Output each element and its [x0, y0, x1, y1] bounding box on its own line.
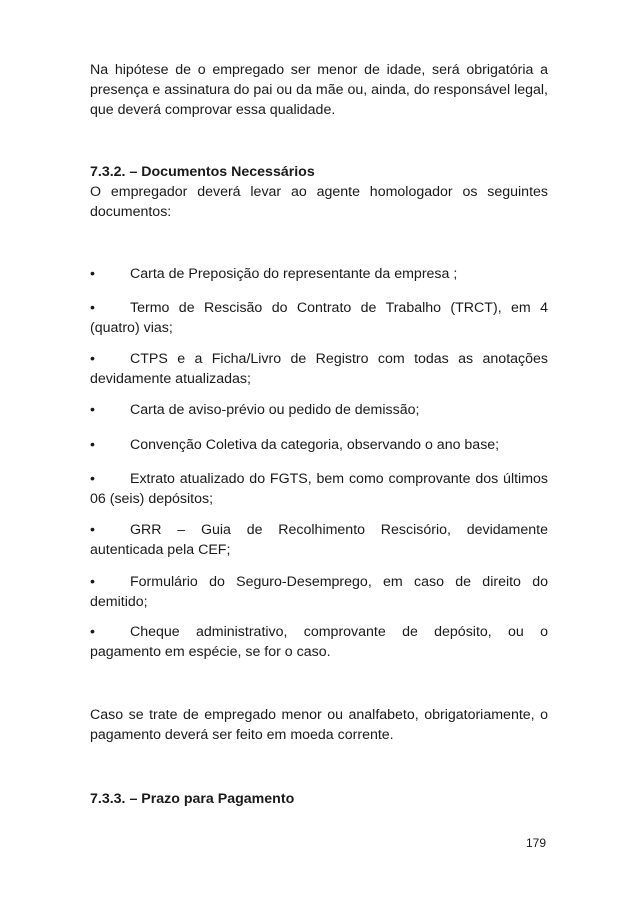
- bullet-icon: •: [90, 624, 95, 640]
- bullet-icon: •: [90, 266, 95, 282]
- section-heading: 7.3.2. – Documentos Necessários: [90, 164, 315, 180]
- bullet-icon: •: [90, 351, 95, 367]
- bullet-icon: •: [90, 471, 95, 487]
- bullet-icon: •: [90, 522, 95, 538]
- list-item: [90, 400, 548, 420]
- list-item-text: Formulário do Seguro-Desemprego, em caso de direito do demitido;: [90, 574, 548, 610]
- bullet-icon: •: [90, 300, 95, 316]
- list-item: [90, 572, 548, 612]
- list-item: [90, 622, 548, 662]
- bullet-icon: •: [90, 574, 95, 590]
- list-item-text: GRR – Guia de Recolhimento Rescisório, devidamente autenticada pela CEF;: [90, 522, 548, 558]
- section-7-3-3-heading: 7.3.3. – Prazo para Pagamento: [90, 791, 295, 807]
- list-item-text: Termo de Rescisão do Contrato de Trabalho (TRCT), em 4 (quatro) vias;: [90, 300, 548, 336]
- section-text: O empregador deverá levar ao agente homologador os seguintes documentos:: [90, 184, 548, 220]
- list-item: [90, 349, 548, 389]
- list-item-text: Convenção Coletiva da categoria, observando o ano base;: [130, 437, 500, 453]
- list-item: [90, 469, 548, 509]
- list-item: [90, 298, 548, 338]
- intro-paragraph: Na hipótese de o empregado ser menor de idade, será obrigatória a presença e assinatura do pai ou da mãe ou, ainda, do responsável legal, que deverá comprovar essa qualidade.: [90, 62, 548, 118]
- list-item: [90, 520, 548, 560]
- bullet-icon: •: [90, 402, 95, 418]
- list-item: [90, 264, 548, 284]
- page-number: 179: [526, 836, 547, 850]
- list-item-text: Cheque administrativo, comprovante de depósito, ou o pagamento em espécie, se for o caso.: [90, 624, 548, 660]
- section-7-3-2: [90, 162, 548, 222]
- list-item: [90, 435, 548, 455]
- list-item-text: CTPS e a Ficha/Livro de Registro com todas as anotações devidamente atualizadas;: [90, 351, 548, 387]
- closing-paragraph: Caso se trate de empregado menor ou analfabeto, obrigatoriamente, o pagamento deverá ser feito em moeda corrente.: [90, 707, 548, 743]
- list-item-text: Carta de aviso-prévio ou pedido de demissão;: [130, 402, 420, 418]
- list-item-text: Carta de Preposição do representante da empresa ;: [130, 266, 458, 282]
- list-item-text: Extrato atualizado do FGTS, bem como comprovante dos últimos 06 (seis) depósitos;: [90, 471, 548, 507]
- bullet-icon: •: [90, 437, 95, 453]
